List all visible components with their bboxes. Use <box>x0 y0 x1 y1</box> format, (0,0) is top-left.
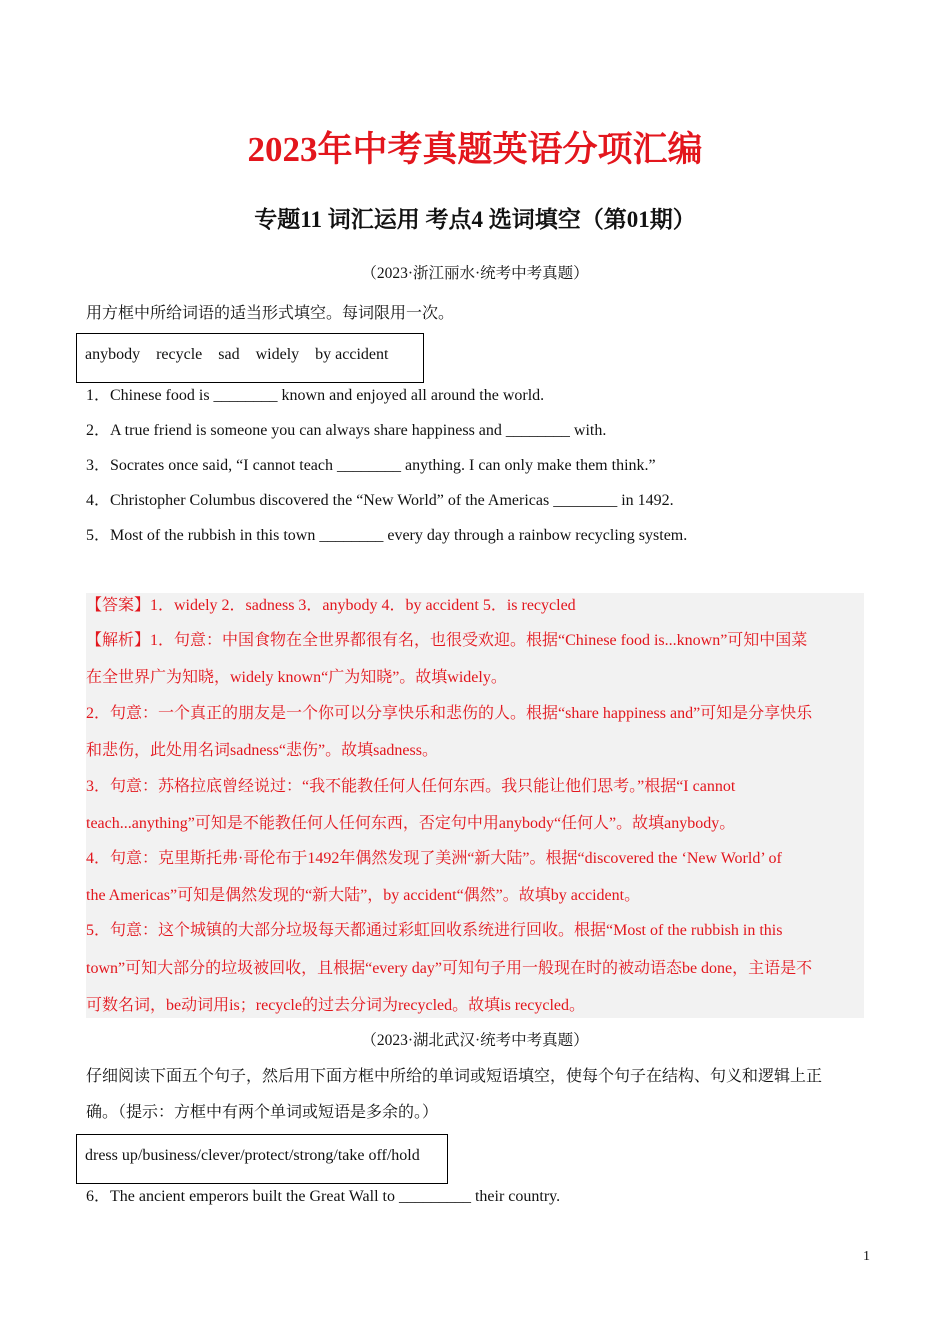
analysis-line: 【解析】1．句意：中国食物在全世界都很有名，也很受欢迎。根据“Chinese food is...known”可知中国菜 <box>86 632 808 649</box>
question-4: 4．Christopher Columbus discovered the “New World” of the Americas ________ in 1492. <box>86 492 674 509</box>
analysis-line: 和悲伤，此处用名词sadness“悲伤”。故填sadness。 <box>86 742 438 759</box>
analysis-line: the Americas”可知是偶然发现的“新大陆”，by accident“偶然”。故填by accident。 <box>86 887 641 904</box>
question-3: 3．Socrates once said, “I cannot teach ________ anything. I can only make them think.” <box>86 457 656 474</box>
section1-instruction: 用方框中所给词语的适当形式填空。每词限用一次。 <box>86 305 455 322</box>
analysis-line: teach...anything”可知是不能教任何人任何东西，否定句中用anybody“任何人”。故填anybody。 <box>86 815 736 832</box>
question-2: 2．A true friend is someone you can always share happiness and ________ with. <box>86 422 607 439</box>
analysis-line: 可数名词，be动词用is；recycle的过去分词为recycled。故填is recycled。 <box>86 997 585 1014</box>
analysis-line: 5．句意：这个城镇的大部分垃圾每天都通过彩虹回收系统进行回收。根据“Most of the rubbish in this <box>86 922 783 939</box>
analysis-line: 2．句意：一个真正的朋友是一个你可以分享快乐和悲伤的人。根据“share happiness and”可知是分享快乐 <box>86 705 813 722</box>
answer-key: 【答案】1．widely 2．sadness 3．anybody 4．by accident 5．is recycled <box>86 597 576 614</box>
answer-panel <box>86 593 864 1018</box>
question-1: 1．Chinese food is ________ known and enjoyed all around the world. <box>86 387 545 404</box>
document-subtitle: 专题11 词汇运用 考点4 选词填空（第01期） <box>254 207 696 232</box>
question-6: 6．The ancient emperors built the Great Wall to _________ their country. <box>86 1188 561 1205</box>
section2-source: （2023·湖北武汉·统考中考真题） <box>361 1032 589 1049</box>
analysis-line: 4．句意：克里斯托弗·哥伦布于1492年偶然发现了美洲“新大陆”。根据“discovered the ‘New World’ of <box>86 850 782 867</box>
document-title: 2023年中考真题英语分项汇编 <box>247 130 703 169</box>
section1-source: （2023·浙江丽水·统考中考真题） <box>361 265 589 282</box>
analysis-line: 3．句意：苏格拉底曾经说过：“我不能教任何人任何东西。我只能让他们思考。”根据“I cannot <box>86 778 736 795</box>
question-5: 5．Most of the rubbish in this town ________ every day through a rainbow recycling system. <box>86 527 688 544</box>
section2-instruction: 确。（提示：方框中有两个单词或短语是多余的。） <box>86 1104 439 1121</box>
analysis-line: 在全世界广为知晓，widely known“广为知晓”。故填widely。 <box>86 669 507 686</box>
page-number: 1 <box>863 1249 870 1264</box>
analysis-line: town”可知大部分的垃圾被回收，且根据“every day”可知句子用一般现在时的被动语态be done，主语是不 <box>86 960 813 977</box>
section1-word-box: anybody recycle sad widely by accident <box>76 333 424 383</box>
section2-word-box: dress up/business/clever/protect/strong/take off/hold <box>76 1134 448 1184</box>
section2-instruction: 仔细阅读下面五个句子，然后用下面方框中所给的单词或短语填空，使每个句子在结构、句义和逻辑上正 <box>86 1068 823 1085</box>
